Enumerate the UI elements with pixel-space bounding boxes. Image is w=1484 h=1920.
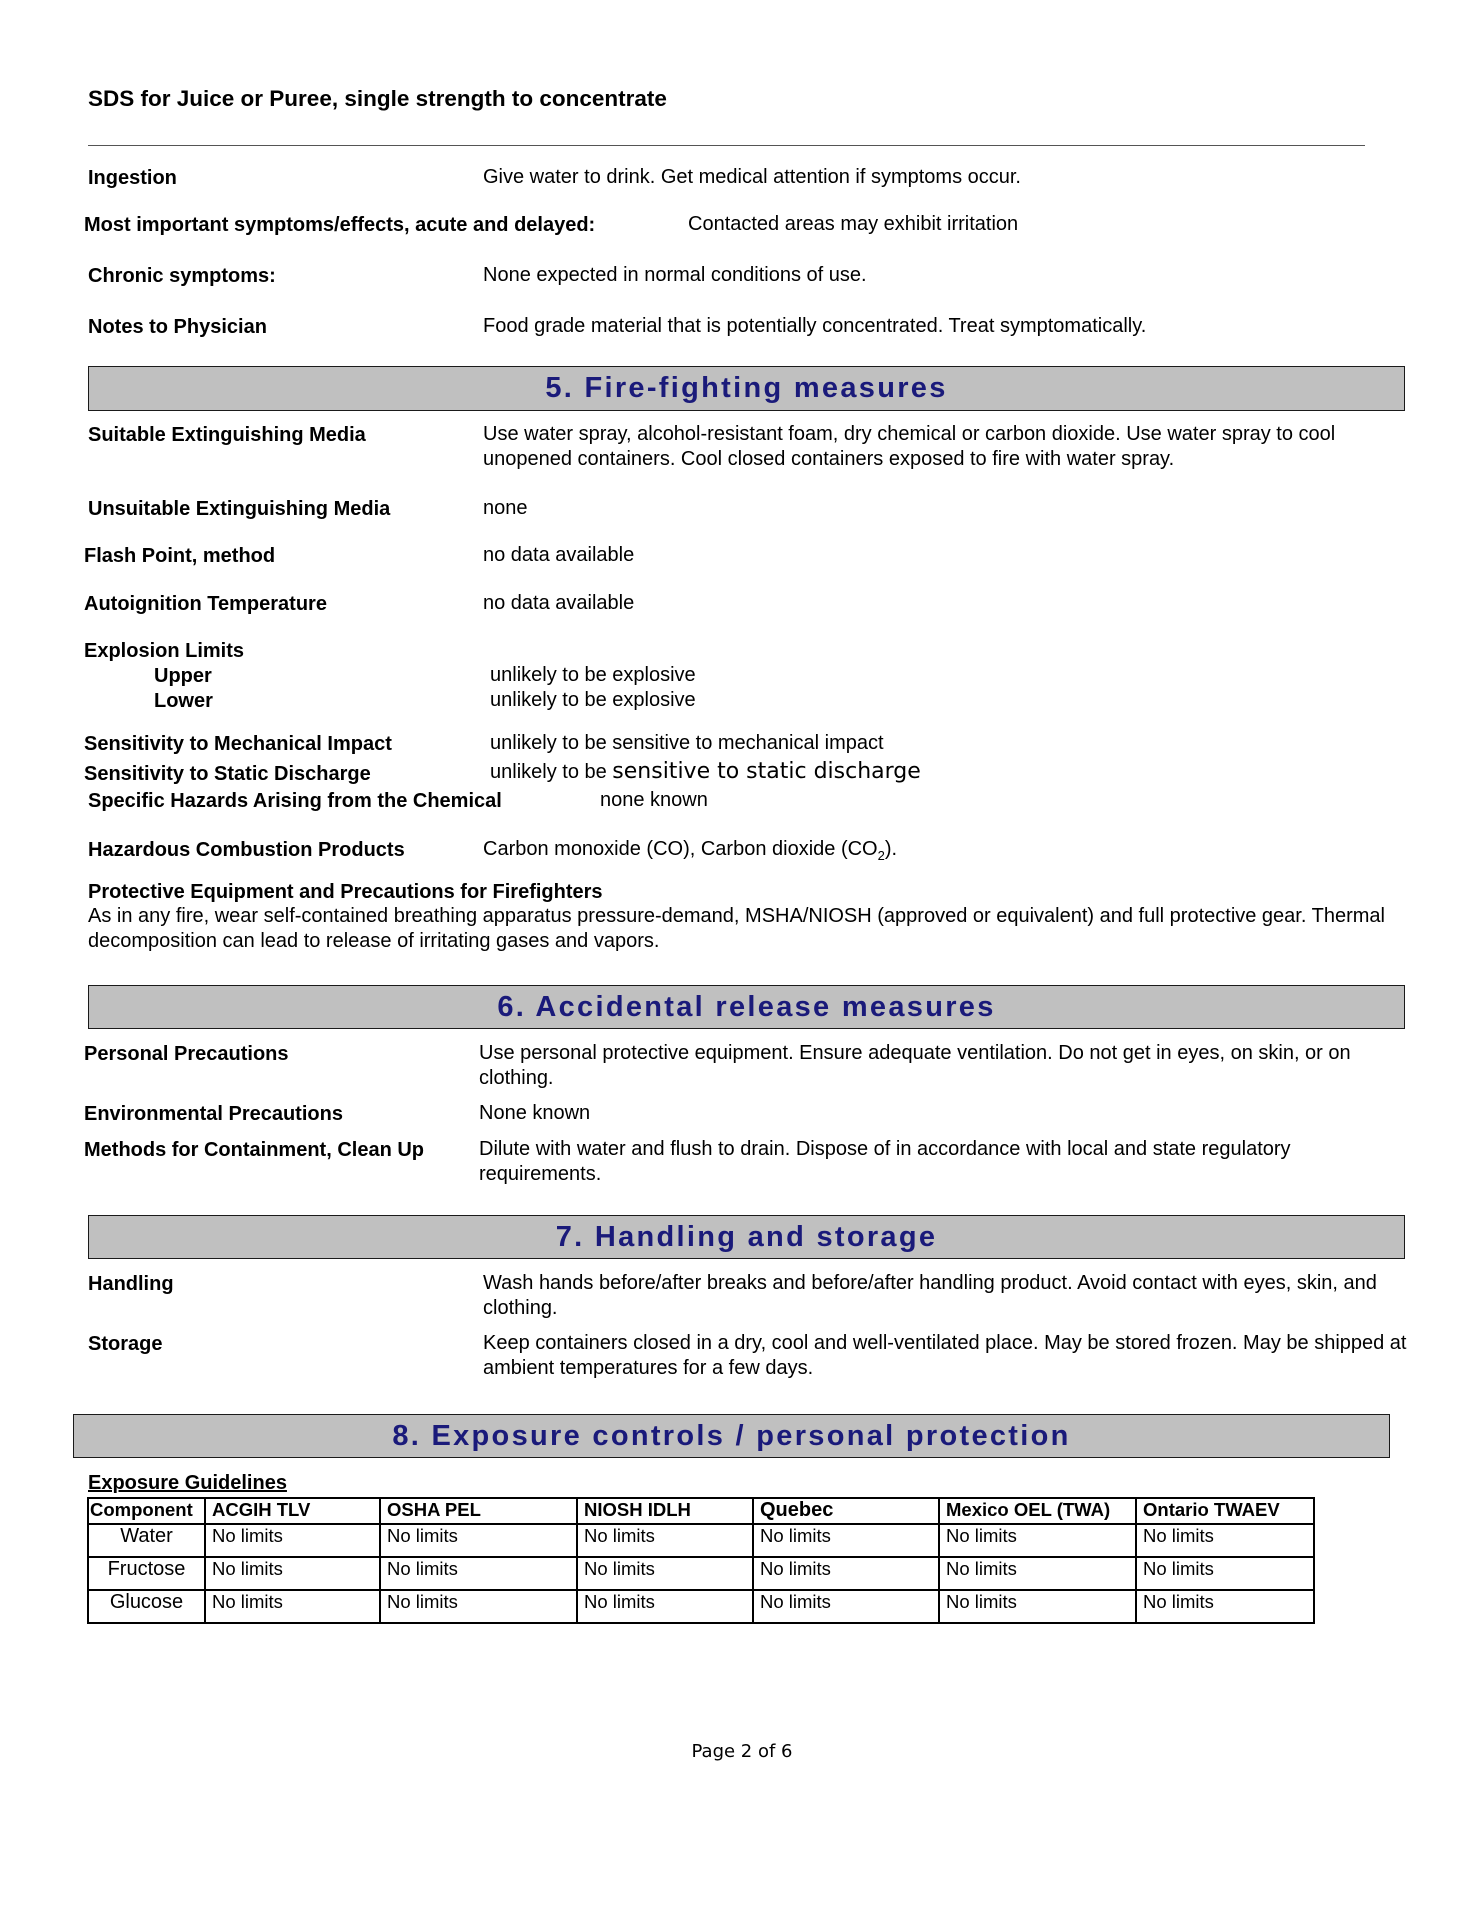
flash-point-value: no data available [483, 544, 635, 566]
environmental-precautions-value: None known [479, 1102, 591, 1124]
table-cell: No limits [939, 1524, 1136, 1557]
table-cell: No limits [1136, 1524, 1314, 1557]
specific-hazards-label: Specific Hazards Arising from the Chemical [88, 790, 502, 812]
combustion-value-a: Carbon monoxide (CO), Carbon dioxide (CO [483, 838, 878, 860]
table-cell: Fructose [88, 1557, 205, 1590]
table-cell: No limits [939, 1557, 1136, 1590]
specific-hazards-value: none known [600, 789, 708, 811]
table-header-cell: Quebec [753, 1498, 939, 1524]
personal-precautions-value: Use personal protective equipment. Ensure adequate ventilation. Do not get in eyes, on skin, or on clothing. [479, 1042, 1351, 1089]
static-discharge-value [490, 759, 921, 785]
ingestion-label: Ingestion [88, 167, 177, 189]
combustion-products-value [483, 837, 897, 868]
table-cell: No limits [753, 1590, 939, 1623]
protective-equipment-label: Protective Equipment and Precautions for Firefighters [88, 881, 603, 903]
table-cell: No limits [380, 1590, 577, 1623]
table-cell: No limits [753, 1557, 939, 1590]
section-6-header: 6. Accidental release measures [88, 985, 1405, 1029]
autoignition-label: Autoignition Temperature [84, 593, 327, 615]
table-cell: No limits [577, 1557, 753, 1590]
header-divider [88, 145, 1365, 146]
table-row [88, 1590, 1314, 1623]
page-number: Page 2 of 6 [691, 1741, 793, 1762]
section-7-header: 7. Handling and storage [88, 1215, 1405, 1259]
table-cell: No limits [577, 1590, 753, 1623]
table-header-row [88, 1498, 1314, 1524]
static-discharge-value-a: unlikely to be [490, 761, 613, 783]
explosion-upper-label: Upper [154, 665, 212, 687]
suitable-media-value: Use water spray, alcohol-resistant foam, dry chemical or carbon dioxide. Use water spray to cool unopened containers. Cool closed containers exposed to fire with water spray. [483, 423, 1336, 470]
unsuitable-media-label: Unsuitable Extinguishing Media [88, 498, 391, 520]
exposure-guidelines-label: Exposure Guidelines [88, 1472, 287, 1494]
table-cell: No limits [205, 1590, 380, 1623]
storage-value: Keep containers closed in a dry, cool and well-ventilated place. May be stored frozen. May be shipped at ambient temperatures for a few days. [483, 1332, 1407, 1379]
unsuitable-media-value: none [483, 497, 528, 519]
notes-value: Food grade material that is potentially concentrated. Treat symptomatically. [483, 315, 1147, 337]
mechanical-impact-value: unlikely to be sensitive to mechanical impact [490, 732, 884, 754]
storage-label: Storage [88, 1333, 163, 1355]
symptoms-value: Contacted areas may exhibit irritation [688, 213, 1019, 235]
table-header-cell: OSHA PEL [380, 1498, 577, 1524]
section-5-header: 5. Fire-fighting measures [88, 366, 1405, 411]
table-cell: No limits [380, 1557, 577, 1590]
static-discharge-label: Sensitivity to Static Discharge [84, 763, 371, 785]
notes-label: Notes to Physician [88, 316, 267, 338]
mechanical-impact-label: Sensitivity to Mechanical Impact [84, 733, 392, 755]
table-cell: No limits [205, 1524, 380, 1557]
table-header-cell: Component [88, 1498, 205, 1524]
combustion-products-label: Hazardous Combustion Products [88, 839, 405, 861]
static-discharge-value-b: sensitive to static discharge [612, 759, 921, 784]
suitable-media-label: Suitable Extinguishing Media [88, 424, 366, 446]
explosion-limits-label: Explosion Limits [84, 640, 245, 662]
explosion-lower-label: Lower [154, 690, 213, 712]
table-cell: No limits [205, 1557, 380, 1590]
table-row [88, 1557, 1314, 1590]
explosion-lower-value: unlikely to be explosive [490, 689, 696, 711]
ingestion-value: Give water to drink. Get medical attention if symptoms occur. [483, 166, 1021, 188]
autoignition-value: no data available [483, 592, 635, 614]
handling-label: Handling [88, 1273, 174, 1295]
table-cell: No limits [939, 1590, 1136, 1623]
table-cell: No limits [577, 1524, 753, 1557]
table-header-cell: Ontario TWAEV [1136, 1498, 1314, 1524]
containment-value: Dilute with water and flush to drain. Dispose of in accordance with local and state regulatory requirements. [479, 1138, 1291, 1185]
personal-precautions-label: Personal Precautions [84, 1043, 289, 1065]
table-cell: No limits [753, 1524, 939, 1557]
table-cell: No limits [1136, 1590, 1314, 1623]
protective-equipment-value: As in any fire, wear self-contained breathing apparatus pressure-demand, MSHA/NIOSH (approved or equivalent) and full protective gear. Thermal decomposition can lead to release of irritating gases and vapors. [88, 905, 1385, 952]
table-header-cell: ACGIH TLV [205, 1498, 380, 1524]
containment-label: Methods for Containment, Clean Up [84, 1139, 424, 1161]
table-cell: No limits [380, 1524, 577, 1557]
combustion-subscript: 2 [877, 848, 885, 863]
chronic-label: Chronic symptoms: [88, 265, 276, 287]
table-header-cell: Mexico OEL (TWA) [939, 1498, 1136, 1524]
handling-value: Wash hands before/after breaks and before/after handling product. Avoid contact with eyes, skin, and clothing. [483, 1272, 1377, 1319]
table-header-cell: NIOSH IDLH [577, 1498, 753, 1524]
chronic-value: None expected in normal conditions of use. [483, 264, 867, 286]
table-cell: No limits [1136, 1557, 1314, 1590]
table-cell: Water [88, 1524, 205, 1557]
combustion-value-b: ). [884, 838, 898, 860]
table-cell: Glucose [88, 1590, 205, 1623]
document-title: SDS for Juice or Puree, single strength to concentrate [88, 86, 667, 111]
flash-point-label: Flash Point, method [84, 545, 276, 567]
table-row [88, 1524, 1314, 1557]
section-8-header: 8. Exposure controls / personal protection [73, 1414, 1390, 1458]
symptoms-label: Most important symptoms/effects, acute and delayed: [84, 214, 596, 236]
explosion-upper-value: unlikely to be explosive [490, 664, 696, 686]
exposure-guidelines-table [87, 1497, 1315, 1624]
environmental-precautions-label: Environmental Precautions [84, 1103, 343, 1125]
